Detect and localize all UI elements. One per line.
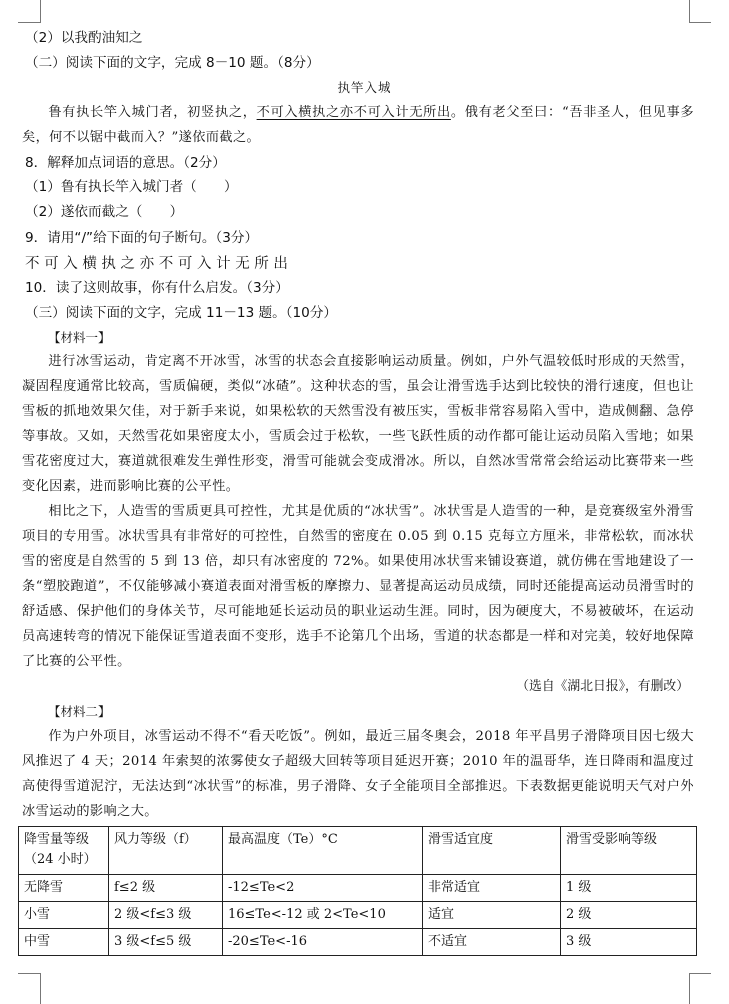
- table-cell: 2 级<f≤3 级: [109, 902, 223, 929]
- table-header-cell: 最高温度（Te）°C: [223, 827, 423, 875]
- crop-mark-top-right-v: [689, 0, 690, 22]
- weather-table: [18, 826, 697, 956]
- crop-mark-bottom-right-v: [689, 973, 690, 1004]
- question-10: 10．读了这则故事，你有什么启发。（3分）: [25, 280, 289, 296]
- material1-source: （选自《湖北日报》，有删改）: [516, 679, 689, 694]
- material1-label: 【材料一】: [48, 330, 111, 345]
- table-cell: 非常适宜: [423, 875, 561, 902]
- table-cell: 3 级: [561, 929, 697, 956]
- crop-mark-bottom-right-h: [689, 973, 711, 974]
- question-8: 8．解释加点词语的意思。（2分）: [25, 155, 226, 171]
- table-cell: 2 级: [561, 902, 697, 929]
- table-row: [19, 902, 697, 929]
- table-cell: -20≤Te<-16: [223, 929, 423, 956]
- table-cell: 小雪: [19, 902, 109, 929]
- header-snow-line1: 降雪量等级: [24, 832, 90, 847]
- table-header-cell: 滑雪适宜度: [423, 827, 561, 875]
- crop-mark-bottom-left-h: [18, 973, 41, 974]
- table-header-row: [19, 827, 697, 875]
- story-title: 执竿入城: [337, 80, 392, 95]
- question-9: 9．请用“/”给下面的句子断句。（3分）: [25, 230, 259, 246]
- table-cell: 无降雪: [19, 875, 109, 902]
- story-paragraph: [22, 100, 694, 150]
- material2-paragraph: 作为户外项目，冰雪运动不得不“看天吃饭”。例如，最近三届冬奥会，2018 年平昌男子滑降项目因七级大风推迟了 4 天；2014 年索契的浓雾使女子超级大回转等项目延迟开赛；2010 年的温哥华，连日降雨和温度过高使得雪道泥泞，无法达到“冰状雪”的标准，男子滑降、女子全能项目全部推迟。下表数据更能说明天气对户外冰雪运动的影响之大。: [22, 729, 694, 819]
- table-cell: 1 级: [561, 875, 697, 902]
- crop-mark-top-left-h: [18, 22, 41, 23]
- material1-paragraph-1: 进行冰雪运动，肯定离不开冰雪，冰雪的状态会直接影响运动质量。例如，户外气温较低时形成的天然雪，凝固程度通常比较高，雪质偏硬，类似“冰碴”。这种状态的雪，虽会让滑雪选手达到比较快的滑行速度，但也让雪板的抓地效果欠佳，对于新手来说，如果松软的天然雪没有被压实，雪板非常容易陷入雪中，造成侧翻、急停等事故。又如，天然雪花如果密度太小，雪质会过于松软，一些飞跃性质的动作都可能让运动员陷入雪地；如果雪花密度过大，赛道就很难发生弹性形变，滑雪可能就会变成滑冰。所以，自然冰雪常常会给运动比赛带来一些变化因素，进而影响比赛的公平性。: [22, 354, 694, 494]
- table-cell: -12≤Te<2: [223, 875, 423, 902]
- question-7-2: （2）以我酌油知之: [25, 30, 143, 46]
- question-8-1: （1）鲁有执长竿入城门者（ ）: [25, 179, 238, 195]
- table-header-cell: 风力等级（f）: [109, 827, 223, 875]
- table-header-cell: 滑雪受影响等级: [561, 827, 697, 875]
- table-cell: 中雪: [19, 929, 109, 956]
- table-cell: f≤2 级: [109, 875, 223, 902]
- table-row: [19, 875, 697, 902]
- table-header-cell: [19, 827, 109, 875]
- question-9-sentence: 不 可 入 横 执 之 亦 不 可 入 计 无 所 出: [25, 256, 288, 272]
- header-snow-line2: （24 小时）: [24, 852, 97, 867]
- crop-mark-top-right-h: [689, 22, 711, 23]
- story-underlined-sentence: 不可入横执之亦不可入计无所出: [256, 105, 451, 120]
- question-8-2: （2）遂依而截之（ ）: [25, 204, 184, 220]
- crop-mark-top-left-v: [40, 0, 41, 22]
- crop-mark-bottom-left-v: [40, 973, 41, 1004]
- story-text-b: 。俄有老父至曰：“吾非圣人，但见事多矣，何不以锯中截而入？”遂依而截之。: [22, 105, 694, 145]
- table-cell: 3 级<f≤5 级: [109, 929, 223, 956]
- table-cell: 不适宜: [423, 929, 561, 956]
- material2-label: 【材料二】: [48, 704, 111, 719]
- story-text-a: 鲁有执长竿入城门者，初竖执之，: [48, 105, 257, 120]
- part2-header: （二）阅读下面的文字，完成 8－10 题。（8分）: [25, 55, 320, 71]
- part3-header: （三）阅读下面的文字，完成 11－13 题。（10分）: [25, 305, 338, 321]
- material1-paragraph-2: 相比之下，人造雪的雪质更具可控性，尤其是优质的“冰状雪”。冰状雪是人造雪的一种，是竞赛级室外滑雪项目的专用雪。冰状雪具有非常好的可控性，自然雪的密度在 0.05 到 0.15 克每立方厘米，非常松软，而冰状雪的密度是自然雪的 5 到 13 倍，却只有冰密度的 72%。如果使用冰状雪来铺设赛道，就仿佛在雪地建设了一条“塑胶跑道”，不仅能够减小赛道表面对滑雪板的摩擦力、显著提高运动员成绩，同时还能提高运动员滑雪时的舒适感、保护他们的身体关节，尽可能地延长运动员的职业运动生涯。同时，因为硬度大，不易被破坏，在运动员高速转弯的情况下能保证雪道表面不变形，选手不论第几个出场，雪道的状态都是一样和对完美，较好地保障了比赛的公平性。: [22, 504, 694, 669]
- table-cell: 16≤Te<-12 或 2<Te<10: [223, 902, 423, 929]
- table-row: [19, 929, 697, 956]
- table-cell: 适宜: [423, 902, 561, 929]
